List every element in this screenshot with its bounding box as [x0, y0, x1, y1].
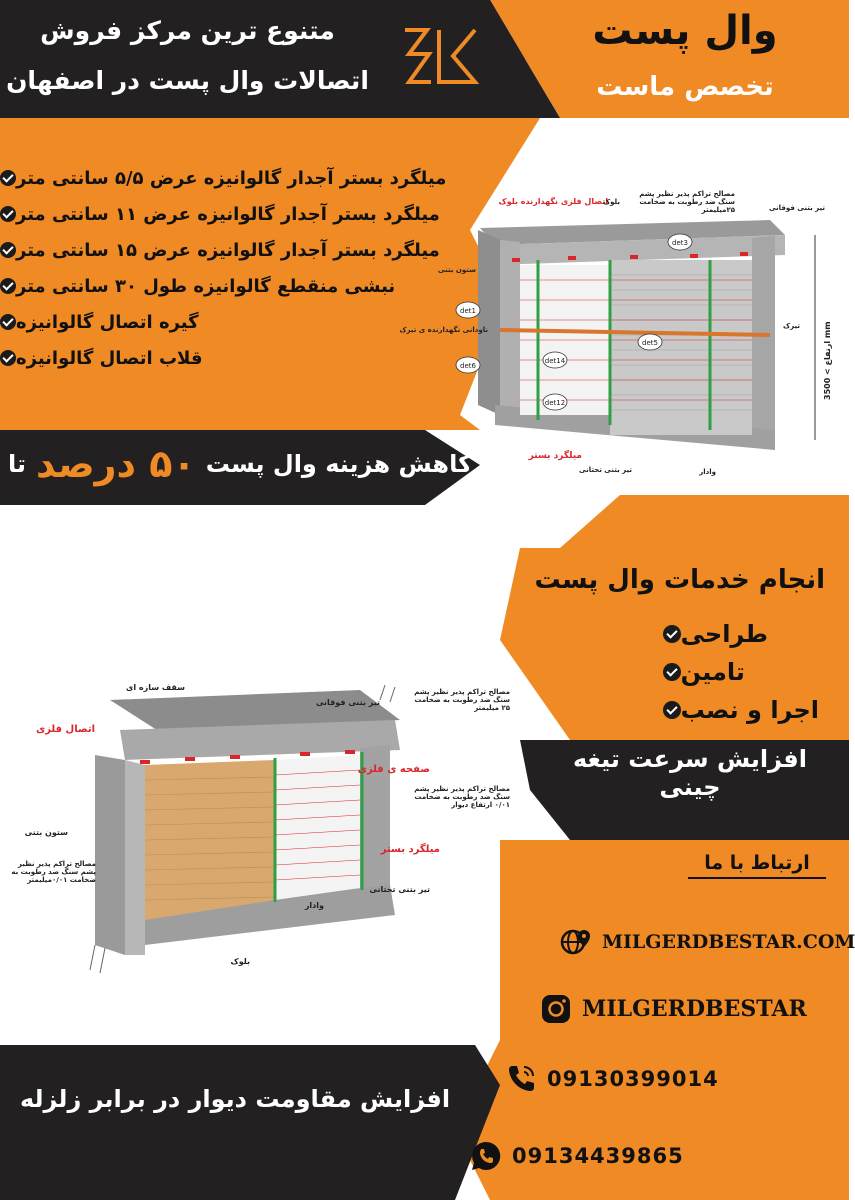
det1-label: det1 — [460, 307, 476, 315]
discount-prefix: تا — [7, 450, 27, 478]
check-icon — [0, 278, 16, 294]
services-list — [653, 615, 819, 729]
product-item: گیره اتصال گالوانیزه — [0, 304, 454, 340]
globe-location-icon — [560, 926, 592, 958]
product-item: میلگرد بستر آجدار گالوانیزه عرض ۱۱ سانتی متر — [0, 196, 454, 232]
service-item: طراحی — [653, 615, 819, 653]
check-icon — [0, 242, 16, 258]
check-icon — [0, 314, 16, 330]
materials-label-4: مصالح تراکم پذیر نظیر پشم سنگ ضد رطوبت به ضخامت ۰/۰۱میلیمتر — [11, 860, 96, 884]
column-label-2: ستون بتنی — [24, 828, 68, 837]
header-line-2: اتصالات وال پست در اصفهان — [6, 66, 369, 95]
phone-icon — [505, 1063, 537, 1095]
block-label: بلوک — [602, 198, 620, 206]
product-item: قلاب اتصال گالوانیزه — [0, 340, 454, 376]
bed-rebar-label-2: میلگرد بستر — [380, 844, 440, 855]
height-label: ارتفاع > 3500 mm — [823, 321, 832, 400]
product-item: میلگرد بستر آجدار گالوانیزه عرض ۱۵ سانتی متر — [0, 232, 454, 268]
wadar-label-2: وادار — [304, 901, 324, 910]
brand-title: وال پست — [592, 8, 778, 54]
connection-label-2: اتصال فلزی — [36, 724, 95, 735]
service-item: اجرا و نصب — [653, 691, 819, 729]
check-icon — [663, 625, 681, 643]
slab-label: سقف سازه ای — [126, 683, 185, 692]
det14-label: det14 — [544, 357, 566, 365]
instagram-icon — [540, 993, 572, 1025]
bottom-beam-label: تیر بتنی تحتانی — [578, 466, 632, 474]
zb-logo-icon — [395, 22, 485, 92]
bottom-beam-label-2: تیر بتنی تحتانی — [369, 885, 430, 894]
whatsapp-icon — [470, 1140, 502, 1172]
check-icon — [0, 170, 16, 186]
top-beam-label-2: تیر بتنی فوقانی — [315, 698, 380, 707]
top-beam-label: تیر بتنی فوقانی — [768, 204, 825, 212]
connection-label: اتصال فلزی نگهدارنده بلوک — [498, 197, 608, 206]
check-icon — [663, 663, 681, 681]
phone-number-2[interactable]: 09134439865 — [512, 1144, 684, 1168]
wall-post-diagram-1 — [399, 180, 840, 485]
check-icon — [0, 206, 16, 222]
phone-number-1[interactable]: 09130399014 — [547, 1067, 719, 1091]
product-item: نبشی منقطع گالوانیزه طول ۳۰ سانتی متر — [0, 268, 454, 304]
contact-title: ارتباط با ما — [688, 852, 826, 879]
check-icon — [663, 701, 681, 719]
website-row[interactable] — [560, 926, 855, 958]
check-icon — [0, 350, 16, 366]
speed-banner: افزایش سرعت تیغه چینی — [573, 745, 807, 801]
phone-row-2[interactable] — [470, 1140, 684, 1172]
wadar-label: وادار — [699, 468, 716, 476]
det3-label: det3 — [672, 239, 688, 247]
materials-label: مصالح تراکم پذیر نظیر پشم سنگ ضد رطوبت به ضخامت ۲۵میلیمتر — [639, 190, 735, 214]
services-title: انجام خدمات وال پست — [534, 565, 825, 595]
block-label-2: بلوک — [230, 957, 250, 966]
header-line-1: متنوع ترین مرکز فروش — [40, 16, 335, 45]
earthquake-banner: افزایش مقاومت دیوار در برابر زلزله — [19, 1085, 451, 1113]
discount-percent: ۵۰ درصد — [36, 442, 196, 486]
phone-row-1[interactable] — [505, 1063, 719, 1095]
channel-label: ناودانی نگهدارنده ی تیرک — [399, 326, 488, 334]
det5-label: det5 — [642, 339, 658, 347]
column-label: ستون بتنی — [438, 266, 476, 274]
det12-label: det12 — [544, 399, 566, 407]
brand-subtitle: تخصص ماست — [596, 72, 774, 102]
discount-banner — [0, 430, 480, 498]
product-item: میلگرد بستر آجدار گالوانیزه عرض ۵/۵ سانتی متر — [0, 160, 454, 196]
website-link[interactable]: MILGERDBESTAR.COM — [602, 931, 855, 953]
beamlet-label: تیرک — [782, 322, 800, 330]
materials-label-3: مصالح تراکم پذیر نظیر پشم سنگ ضد رطوبت به ضخامت ۰/۰۱ ارتفاع دیوار — [414, 785, 510, 809]
instagram-handle[interactable]: MILGERDBESTAR — [582, 996, 807, 1022]
discount-suffix: کاهش هزینه وال پست — [205, 450, 473, 478]
bed-rebar-label: میلگرد بستر — [528, 451, 582, 461]
materials-label-2: مصالح تراکم پذیر نظیر پشم سنگ ضد رطوبت به ضخامت ۲۵ میلیمتر — [414, 688, 510, 712]
instagram-row[interactable] — [540, 993, 807, 1025]
product-list — [0, 160, 454, 376]
plate-label: صفحه ی فلزی — [357, 764, 430, 775]
det6-label: det6 — [460, 362, 476, 370]
service-item: تامین — [653, 653, 819, 691]
